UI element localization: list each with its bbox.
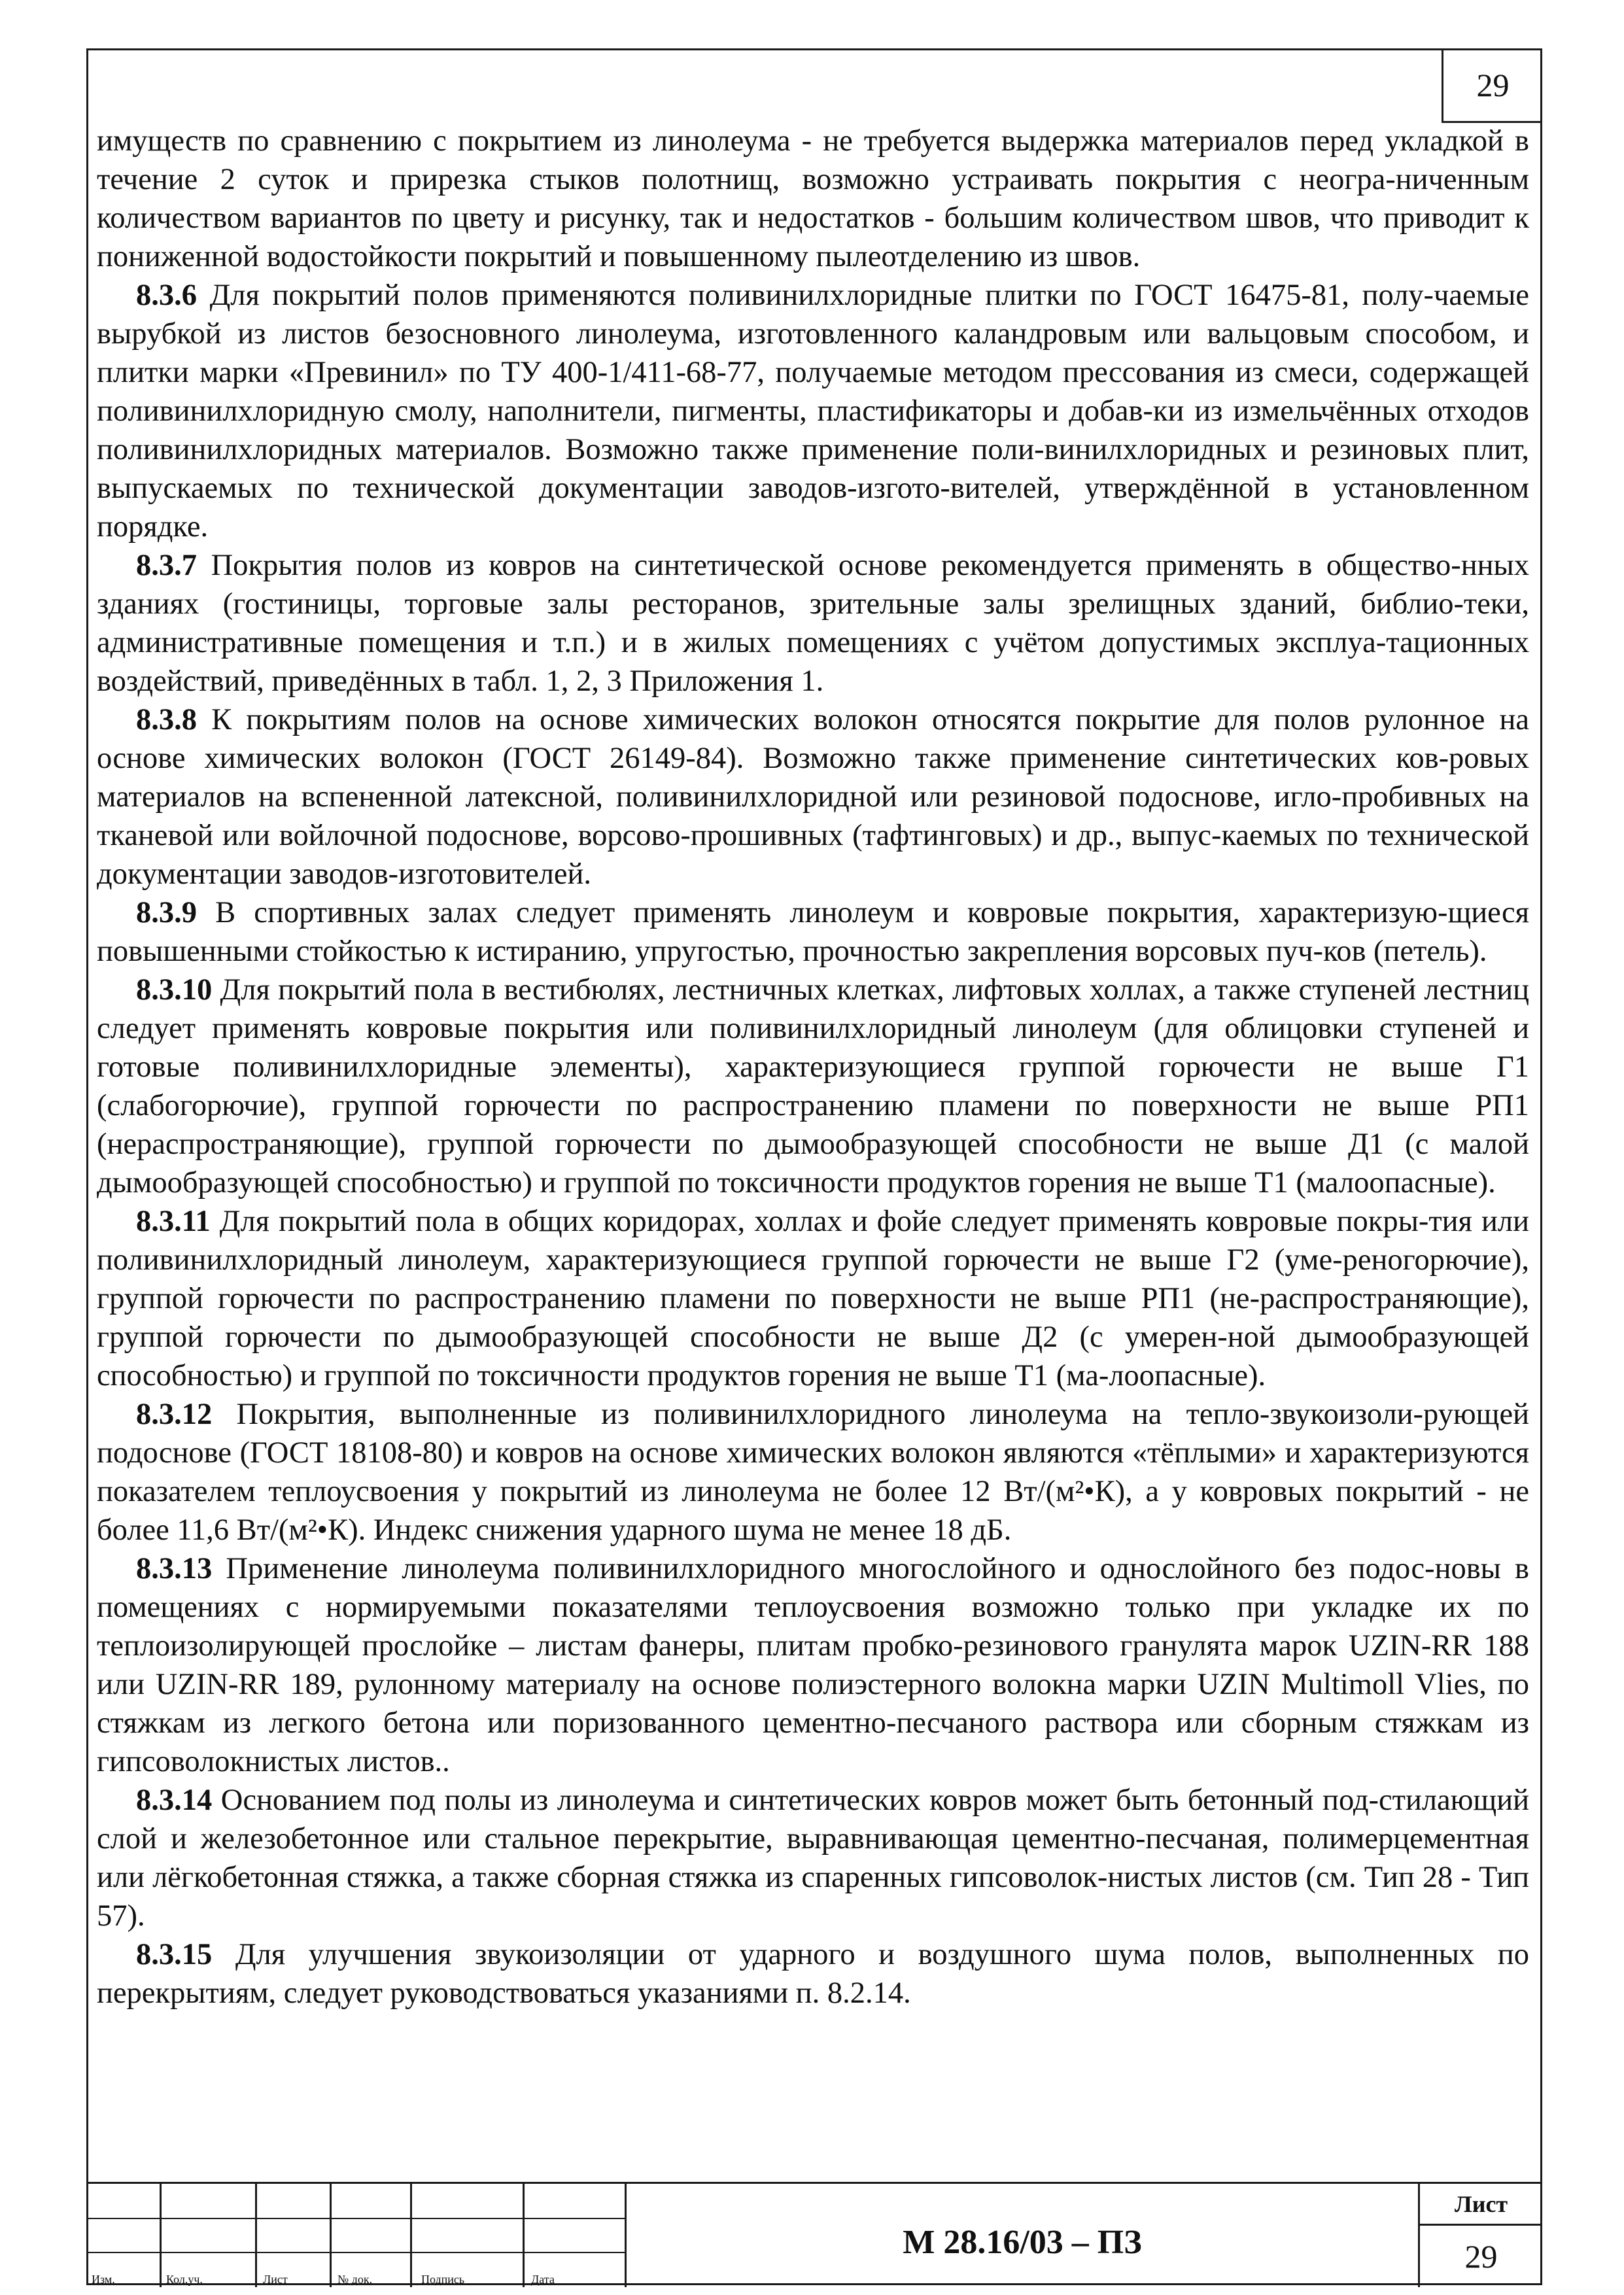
sheet-number: 29 <box>1464 2238 1498 2275</box>
paragraph-text: Покрытия, выполненные из поливинилхлоридного линолеума на тепло-звукоизоли-рующей подоснове (ГОСТ 18108-80) и ковров на основе химических волокон являются «тёплыми» и характеризуются показателем теплоусвоения у покрытий из линолеума не более 12 Вт/(м²•К), а у ковровых покрытий - не более 11,6 Вт/(м²•К). Индекс снижения ударного шума не менее 18 дБ. <box>97 1398 1529 1547</box>
paragraph <box>97 700 1529 893</box>
paragraph <box>97 971 1529 1202</box>
stamp-revision-grid <box>86 2184 627 2287</box>
paragraph-text: Основанием под полы из линолеума и синтетических ковров может быть бетонный под-стилающий слой и железобетонное или стальное перекрытие, выравнивающая цементно-песчаная, полимерцементная или лёгкобетонная стяжка, а также сборная стяжка из спаренных гипсоволок-нистых листов (см. Тип 28 - Тип 57). <box>97 1784 1529 1933</box>
paragraph-text: Для покрытий пола в общих коридорах, холлах и фойе следует применять ковровые покры-тия или поливинилхлоридный линолеум, характеризующиеся группой горючести не выше Г2 (уме-реногорючие), группой горючести по распространению пламени по поверхности не выше РП1 (не-распространяющие), группой горючести по дымообразующей способности не выше Д2 (с умерен-ной дымообразующей способностью) и группой по токсичности продуктов горения не выше Т1 (ма-лоопасные). <box>97 1205 1529 1392</box>
paragraph <box>97 122 1529 276</box>
paragraph <box>97 276 1529 546</box>
paragraph <box>97 1935 1529 2012</box>
paragraph-text: В спортивных залах следует применять линолеум и ковровые покрытия, характеризую-щиеся повышенными стойкостью к истиранию, упругостью, прочностью закрепления ворсовых пуч-ков (петель). <box>97 896 1529 968</box>
document-code: М 28.16/03 – ПЗ <box>903 2223 1142 2261</box>
paragraph <box>97 546 1529 700</box>
paragraph-text: имуществ по сравнению с покрытием из линолеума - не требуется выдержка материалов перед укладкой в течение 2 суток и прирезка стыков полотнищ, возможно устраивать покрытия с неогра-ниченным количеством вариантов по цвету и рисунку, так и недостатков - большим количеством швов, что приводит к пониженной водостойкости покрытий и повышенному пылеотделению из швов. <box>97 124 1529 273</box>
section-number: 8.3.12 <box>136 1398 213 1431</box>
document-body <box>97 122 1529 2012</box>
paragraph <box>97 1395 1529 1549</box>
section-number: 8.3.6 <box>136 279 197 312</box>
section-number: 8.3.15 <box>136 1938 213 1971</box>
section-number: 8.3.9 <box>136 896 197 929</box>
section-number: 8.3.7 <box>136 549 197 582</box>
section-number: 8.3.14 <box>136 1784 213 1817</box>
paragraph <box>97 1781 1529 1935</box>
col-header-date: Дата <box>531 2273 555 2286</box>
paragraph-text: Для улучшения звукоизоляции от ударного и воздушного шума полов, выполненных по перекрытиям, следует руководствоваться указаниями п. 8.2.14. <box>97 1938 1529 2010</box>
col-header-doc: № док. <box>337 2273 373 2286</box>
paragraph-text: Применение линолеума поливинилхлоридного многослойного и однослойного без подос-новы в помещениях с нормируемыми показателями теплоусвоения возможно только при укладке их по теплоизолирующей прослойке – листам фанеры, плитам пробко-резинового гранулята марок UZIN-RR 188 или UZIN-RR 189, рулонному материалу на основе полиэстерного волокна марки UZIN Multimoll Vlies, по стяжкам из легкого бетона или поризованного цементно-песчаного раствора или сборным стяжкам из гипсоволокнистых листов.. <box>97 1552 1529 1778</box>
section-number: 8.3.10 <box>136 973 213 1007</box>
col-header-change: Изм. <box>92 2273 115 2286</box>
section-number: 8.3.8 <box>136 703 197 736</box>
paragraph-text: К покрытиям полов на основе химических волокон относятся покрытие для полов рулонное на основе химических волокон (ГОСТ 26149-84). Возможно также применение синтетических ков-ровых материалов на вспененной латексной, поливинилхлоридной или резиновой подоснове, игло-пробивных на тканевой или войлочной подоснове, ворсово-прошивных (тафтинговых) и др., выпус-каемых по технической документации заводов-изготовителей. <box>97 703 1529 891</box>
sheet-label: Лист <box>1420 2184 1542 2226</box>
section-number: 8.3.11 <box>136 1205 211 1238</box>
page-number: 29 <box>1476 66 1510 103</box>
paragraph-text: Покрытия полов из ковров на синтетической основе рекомендуется применять в общество-нных зданиях (гостиницы, торговые залы ресторанов, зрительные залы зрелищных зданий, библио-теки, административные помещения и т.п.) и в жилых помещениях с учётом допустимых эксплуа-тационных воздействий, приведённых в табл. 1, 2, 3 Приложения 1. <box>97 549 1529 698</box>
col-header-signature: Подпись <box>421 2273 465 2286</box>
paragraph-text: Для покрытий полов применяются поливинилхлоридные плитки по ГОСТ 16475-81, полу-чаемые вырубкой из листов безосновного линолеума, изготовленного каландровым или вальцовым способом, и плитки марки «Превинил» по ТУ 400-1/411-68-77, получаемые методом прессования из смеси, содержащей поливинилхлоридную смолу, наполнители, пигменты, пластификаторы и добав-ки из измельчённых отходов поливинилхлоридных материалов. Возможно также применение поли-винилхлоридных и резиновых плит, выпускаемых по технической документации заводов-изгото-вителей, утверждённой в установленном порядке. <box>97 279 1529 544</box>
paragraph <box>97 1549 1529 1781</box>
title-block-stamp <box>86 2182 1542 2285</box>
col-header-count: Кол.уч. <box>166 2273 203 2286</box>
paragraph-text: Для покрытий пола в вестибюлях, лестничных клетках, лифтовых холлах, а также ступеней лестниц следует применять ковровые покрытия или поливинилхлоридный линолеум (для облицовки ступеней и готовые поливинилхлоридные элементы), характеризующиеся группой горючести не выше Г1 (слабогорючие), группой горючести по распространению пламени по поверхности не выше РП1 (нераспространяющие), группой горючести по дымообразующей способности не выше Д1 (с малой дымообразующей способностью) и группой по токсичности продуктов горения не выше Т1 (малоопасные). <box>97 973 1529 1199</box>
paragraph <box>97 893 1529 971</box>
col-header-sheet: Лист <box>263 2273 288 2286</box>
section-number: 8.3.13 <box>136 1552 213 1585</box>
page-number-box <box>1442 48 1542 123</box>
stamp-column-headers <box>86 2273 627 2287</box>
paragraph <box>97 1202 1529 1395</box>
